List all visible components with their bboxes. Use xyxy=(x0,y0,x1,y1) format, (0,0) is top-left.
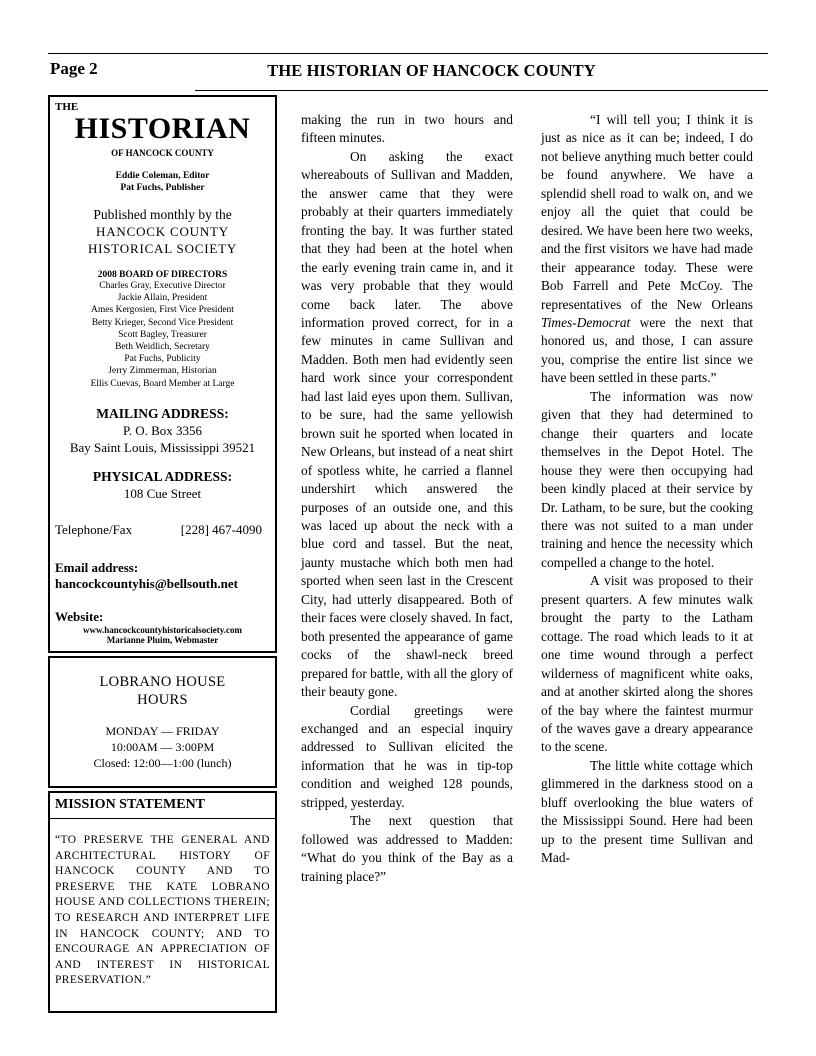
staff-list xyxy=(55,170,270,194)
email-link[interactable]: hancockcountyhis@bellsouth.net xyxy=(55,575,238,591)
hours-box xyxy=(48,656,277,788)
article-paragraph: On asking the exact whereabouts of Sullivan and Madden, the answer came that they were probably at their quarters immediately fronting the bay. It was further stated that they had been at the hotel when the early evening train came in, and it was very probable that they would come back later. The above information proved correct, for in a few minutes in came Sullivan and Madden. Both men had evidently seen hard work since your correspondent had last laid eyes upon them. Sullivan, to be sure, had the same yellowish brown suit he sported when located in New Orleans, but instead of a neat shirt of spotless white, he carried a flannel undershirt which answered the purposes of an outside one, and this was laced up about the neck with a blue cord and tassel. But the neat, jaunty mustache which both men had sported when seen last in the Crescent City, had utterly disappeared. Both of their faces were closely shaved. In fact, both presented the appearance of game cocks of the shawl-neck breed prepared for battle, with all the glory of their beauty gone. xyxy=(301,148,513,700)
hours-title-1: LOBRANO HOUSE xyxy=(99,674,226,690)
phone-value: [228] 467-4090 xyxy=(180,521,262,537)
published-by: Published monthly by the xyxy=(93,207,232,222)
article-paragraph: The next question that followed was addressed to Madden: “What do you think of the Bay as a training place?” xyxy=(301,813,513,884)
physical-heading: PHYSICAL ADDRESS: xyxy=(92,468,233,484)
website-heading: Website: xyxy=(55,608,104,624)
masthead-the: THE xyxy=(55,101,79,113)
email-heading: Email address: xyxy=(55,559,139,575)
board-member: Ellis Cuevas, Board Member at Large xyxy=(90,378,235,389)
mailing-line-1: P. O. Box 3356 xyxy=(122,422,203,438)
running-title: THE HISTORIAN OF HANCOCK COUNTY xyxy=(267,61,596,80)
article-text: were the next that honored us, and those, I can assure you, comprise the entire list since we have been settled in these parts.” xyxy=(541,314,753,386)
article-paragraph: The information was now given that they had determined to change their quarters and locate themselves in the Depot Hotel. The house they were then occupying had been kindly placed at their service by Dr. Latham, to be sure, but the cooking there was not suited to a man under training and hence the necessity which compelled a change to the hotel. xyxy=(541,388,753,570)
society-name-2: HISTORICAL SOCIETY xyxy=(87,241,238,256)
article-paragraph: making the run in two hours and fifteen minutes. xyxy=(301,112,513,146)
mission-box xyxy=(48,791,277,1013)
article-text: “I will tell you; I think it is just as nice as it can be; indeed, I do not believe anything much better could be found anywhere. We have a splendid shell road to walk on, and we enjoy all the quiet that could be desired. We have been here two weeks, and the first visitors we have had made their appearance today. These were Bob Farrell and Pete McCoy. The representatives of the New Orleans xyxy=(541,112,753,312)
masthead-title: HISTORIAN xyxy=(74,112,251,145)
mailing-line-2: Bay Saint Louis, Mississippi 39521 xyxy=(69,439,256,455)
hours-times: 10:00AM — 3:00PM xyxy=(110,740,215,754)
article-paragraph: Cordial greetings were exchanged and an especial inquiry addressed to Sullivan elicited the information that he was in tip-top condition and weighed 128 pounds, stripped, yesterday. xyxy=(301,702,513,810)
board-member: Pat Fuchs, Publicity xyxy=(124,354,201,365)
editor-line: Eddie Coleman, Editor xyxy=(115,171,210,181)
article-paragraph: The little white cottage which glimmered in the darkness stood on a bluff overlooking the blue waters of the Mississippi Sound. Here had been up to the present time Sullivan and Mad- xyxy=(541,757,753,866)
board-title: 2008 BOARD OF DIRECTORS xyxy=(97,270,228,280)
masthead-subtitle: OF HANCOCK COUNTY xyxy=(111,148,214,158)
hours-days: MONDAY — FRIDAY xyxy=(105,724,220,738)
board-member: Jackie Allain, President xyxy=(117,293,208,304)
mission-text: “TO PRESERVE THE GENERAL AND ARCHITECTURAL HISTORY OF HANCOCK COUNTY AND TO PRESERVE THE KATE LOBRANO HOUSE AND COLLECTIONS THEREIN; TO RESEARCH AND INTERPRET LIFE IN HANCOCK COUNTY; AND TO ENCOURAGE AN APPRECIATION OF AND INTEREST IN HISTORICAL PRESERVATION.” xyxy=(55,834,270,987)
hours-closed: Closed: 12:00—1:00 (lunch) xyxy=(93,756,232,770)
article-column-1 xyxy=(301,111,513,886)
mailing-heading: MAILING ADDRESS: xyxy=(96,405,229,421)
page-number: Page 2 xyxy=(50,59,98,78)
mission-heading: MISSION STATEMENT xyxy=(50,797,275,819)
top-rule xyxy=(48,53,768,54)
website-link[interactable]: www.hancockcountyhistoricalsociety.com xyxy=(83,624,242,635)
newspaper-name: Times-Democrat xyxy=(541,314,631,330)
article-paragraph: A visit was proposed to their present quarters. A few minutes walk brought the party to the Latham cottage. The road which leads to it at one time wound through a perfect wilderness of magnificent white oaks, and at another skirted along the shores of the bay where the faintest murmur of the waves gave a dreary appearance to the scene. xyxy=(541,573,753,755)
board-member: Beth Weidlich, Secretary xyxy=(115,342,210,353)
board-member: Betty Krieger, Second Vice President xyxy=(91,317,234,328)
board-member: Scott Bagley, Treasurer xyxy=(118,329,207,340)
webmaster-line: Marianne Pluim, Webmaster xyxy=(106,634,219,645)
masthead-box xyxy=(48,95,277,653)
hours-title-2: HOURS xyxy=(137,692,188,708)
board-member: Charles Gray, Executive Director xyxy=(99,281,226,291)
phone-label: Telephone/Fax xyxy=(55,521,133,537)
board-member: Jerry Zimmerman, Historian xyxy=(108,366,217,377)
header-rule xyxy=(195,90,768,91)
physical-line-1: 108 Cue Street xyxy=(123,485,202,501)
society-name-1: HANCOCK COUNTY xyxy=(96,224,229,239)
phone-row xyxy=(55,522,270,538)
board-list xyxy=(55,280,270,390)
board-member: Ames Kergosien, First Vice President xyxy=(91,305,234,316)
article-paragraph xyxy=(541,111,753,388)
sidebar xyxy=(48,95,277,1013)
publisher-line: Pat Fuchs, Publisher xyxy=(120,183,205,193)
article-column-2 xyxy=(541,111,753,868)
